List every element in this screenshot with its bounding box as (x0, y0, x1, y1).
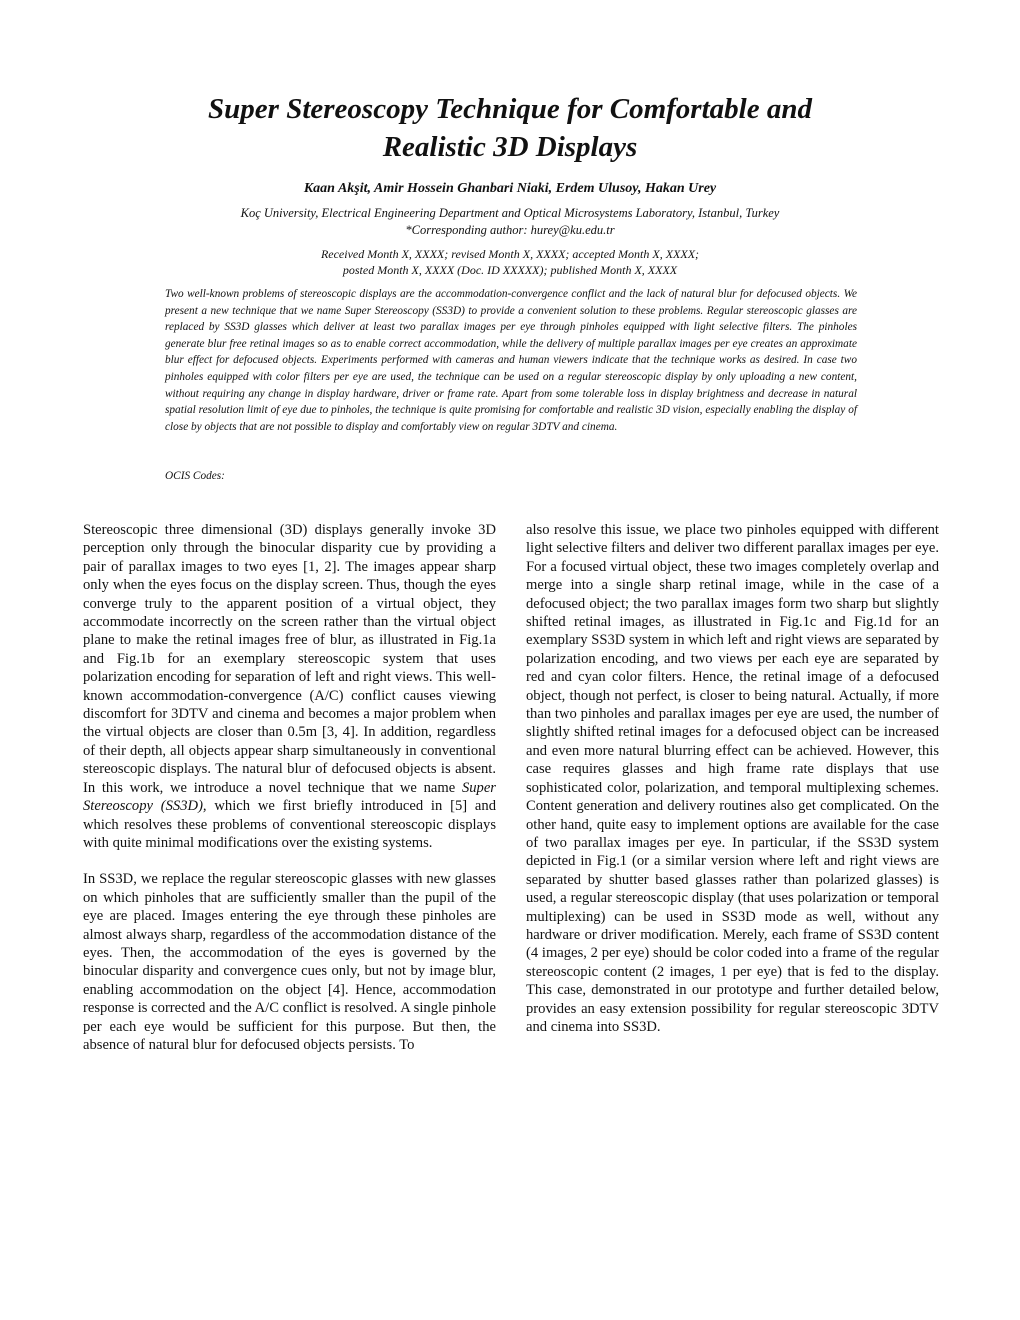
affiliation: Koç University, Electrical Engineering Department and Optical Microsystems Laboratory, Istanbul, Turkey (240, 206, 780, 220)
title-line-1: Super Stereoscopy Technique for Comfortable and (208, 93, 812, 125)
corresponding-author: *Corresponding author: hurey@ku.edu.tr (405, 223, 615, 237)
dates-line-2: posted Month X, XXXX (Doc. ID XXXXX); published Month X, XXXX (342, 263, 678, 277)
paragraph-ss3d-left: In SS3D, we replace the regular stereoscopic glasses with new glasses on which pinholes that are sufficiently smaller than the pupil of the eye are placed. Images entering the eye through these pinholes are almost always sharp, regardless of the accommodation distance of the eyes. Then, the accommodation of the eyes is governed by the binocular disparity and convergence cues only, but not by image blur, enabling accommodation on the object [4]. Hence, accommodation response is corrected and the A/C conflict is resolved. A single pinhole per each eye would be sufficient for this purpose. But then, the absence of natural blur for defocused objects persists. To (83, 871, 496, 1053)
publication-dates (110, 246, 910, 278)
ocis-codes: OCIS Codes: (165, 470, 225, 482)
dates-line-1: Received Month X, XXXX; revised Month X, XXXX; accepted Month X, XXXX; (320, 247, 700, 261)
affiliation-block (110, 205, 910, 239)
paragraph-ss3d-right: also resolve this issue, we place two pinholes equipped with different light selective filters and deliver two different parallax images per eye. For a focused virtual object, these two images completely overlap and merge into a single sharp retinal image, while in the case of a defocused object; the two parallax images form two sharp but slightly shifted retinal images, as illustrated in Fig.1c and Fig.1d for an exemplary SS3D system in which left and right views are separated by polarization encoding, and two views per each eye are separated by red and cyan color filters. Hence, the retinal image of a defocused object, though not perfect, is closer to being natural. Actually, if more than two pinholes and parallax images per eye are used, the number of slightly shifted retinal images for a defocused object can be increased and even more natural blurring effect can be achieved. However, this case requires glasses and high frame rate displays that use sophisticated color, polarization, and temporal multiplexing schemes. Content generation and delivery routines also get complicated. On the other hand, quite easy to implement options are available for the case of two parallax images per eye. In particular, if the SS3D system depicted in Fig.1 (or a similar version where left and right views are separated by shutter based glasses rather than polarized glasses) is used, a regular stereoscopic display (that uses polarization or temporal multiplexing) can be used in SS3D mode as well, without any hardware or driver modification. Merely, each frame of SS3D content (4 images, 2 per eye) should be color coded into a frame of the regular stereoscopic content (2 images, 1 per eye) that is fed to the display. This case, demonstrated in our prototype and further detailed below, provides an easy extension possibility for regular stereoscopic 3DTV and cinema into SS3D. (526, 522, 939, 1035)
paragraph-intro-text-a: Stereoscopic three dimensional (3D) displays generally invoke 3D perception only through the binocular disparity cue by providing a pair of parallax images to two eyes [1, 2]. The images appear sharp only when the eyes focus on the display screen. Thus, though the eyes converge truly to the apparent position of a virtual object, they accommodate incorrectly on the screen rather than the virtual object plane to make the retinal images free of blur, as illustrated in Fig.1a and Fig.1b for an exemplary stereoscopic system that uses polarization encoding for separation of left and right views. This well-known accommodation-convergence (A/C) conflict causes viewing discomfort for 3DTV and cinema and becomes a major problem when the virtual objects are closer than 0.5m [3, 4]. In addition, regardless of their depth, all objects appear sharp simultaneously in conventional stereoscopic displays. The natural blur of defocused objects is absent. In this work, we introduce a novel technique that we name (83, 522, 496, 796)
ss3d-term: Super Stereoscopy (SS3D), (83, 779, 496, 815)
paragraph-intro (83, 521, 496, 852)
left-column (83, 521, 496, 1054)
paper-title (110, 90, 910, 166)
paragraph-intro-text-b: which we first briefly introduced in [5] and which resolves these problems of conventional stereoscopic displays with quite minimal modifications over the existing systems. (83, 798, 496, 851)
authors: Kaan Akşit, Amir Hossein Ghanbari Niaki, Erdem Ulusoy, Hakan Urey (303, 181, 717, 196)
title-line-2: Realistic 3D Displays (382, 131, 638, 163)
right-column (526, 521, 939, 1036)
abstract: Two well-known problems of stereoscopic displays are the accommodation-convergence conflict and the lack of natural blur for defocused objects. We present a new technique that we name Super Stereoscopy (SS3D) to provide a convenient solution to these problems. Regular stereoscopic glasses are replaced by SS3D glasses which deliver at least two parallax images per eye through pinholes equipped with light selective filters. The pinholes generate blur free retinal images so as to enable correct accommodation, while the delivery of multiple parallax images per eye creates an approximate blur effect for defocused objects. Experiments performed with cameras and human viewers indicate that the technique works as desired. In case two pinholes equipped with color filters per eye are used, the technique can be used on a regular stereoscopic display by only uploading a new content, without requiring any change in display hardware, driver or frame rate. Apart from some tolerable loss in display brightness and decrease in natural spatial resolution limit of eye due to pinholes, the technique is quite promising for comfortable and realistic 3D vision, especially enabling the display of close by objects that are not possible to display and comfortably view on regular 3DTV and cinema. (165, 288, 857, 433)
